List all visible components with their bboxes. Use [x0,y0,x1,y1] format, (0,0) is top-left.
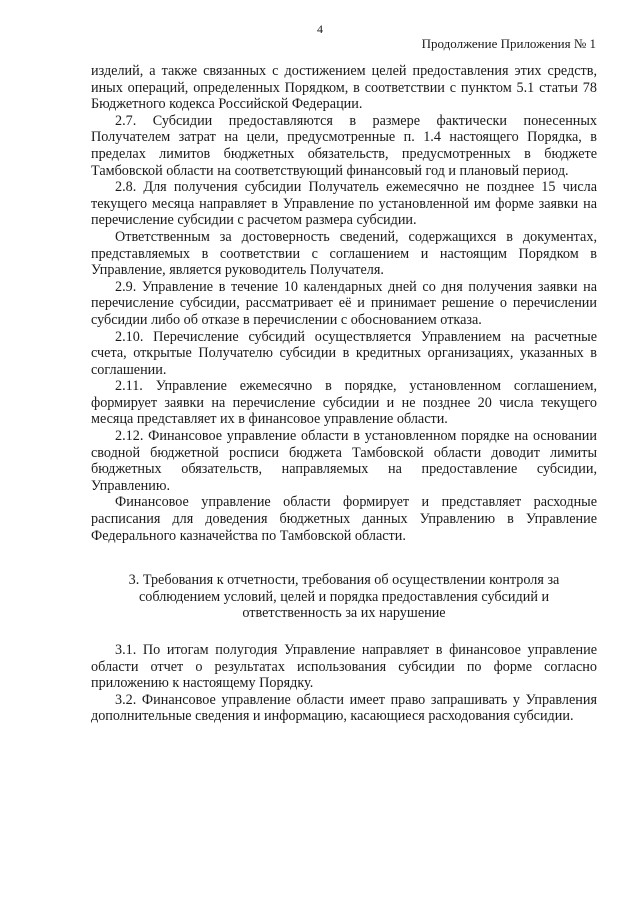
paragraph-3-2: 3.2. Финансовое управление области имеет право запрашивать у Управления дополнительные сведения и информацию, касающиеся расходования субсидии. [91,691,597,725]
paragraph-2-12: 2.12. Финансовое управление области в установленном порядке на основании сводной бюджетной росписи бюджета Тамбовской области доводит лимиты бюджетных обязательств, направляемых на предоставление субсидии, Управлению. [91,428,597,494]
paragraph-2-8: 2.8. Для получения субсидии Получатель ежемесячно не позднее 15 числа текущего месяца направляет в Управление по установленной им форме заявки на перечисление субсидии с расчетом размера субсидии. [91,179,597,229]
appendix-continuation-label: Продолжение Приложения № 1 [421,36,596,51]
paragraph-2-11: 2.11. Управление ежемесячно в порядке, установленном соглашением, формирует заявки на перечисление субсидии и не позднее 20 числа текущего месяца представляет их в финансовое управление области. [91,378,597,428]
page-number: 4 [317,22,323,36]
paragraph-financial-schedules: Финансовое управление области формирует и представляет расходные расписания для доведения бюджетных данных Управлению в Управление Федерального казначейства по Тамбовской области. [91,494,597,544]
section-3-heading: 3. Требования к отчетности, требования об осуществлении контроля за соблюдением условий, целей и порядка предоставления субсидий и ответственность за их нарушение [128,572,560,622]
paragraph-continued: изделий, а также связанных с достижением целей предоставления этих средств, иных операций, определенных Порядком, в соответствии с пунктом 5.1 статьи 78 Бюджетного кодекса Российской Федерации. [91,63,597,113]
paragraph-2-7: 2.7. Субсидии предоставляются в размере фактически понесенных Получателем затрат на цели, предусмотренные п. 1.4 настоящего Порядка, в пределах лимитов бюджетных обязательств, предусмотренных в бюджете Тамбовской области на соответствующий финансовый год и плановый период. [91,112,597,179]
paragraph-2-9: 2.9. Управление в течение 10 календарных дней со дня получения заявки на перечисление субсидии, рассматривает её и принимает решение о перечислении субсидии либо об отказе в перечислении с обоснованием отказа. [91,278,597,328]
paragraph-3-1: 3.1. По итогам полугодия Управление направляет в финансовое управление области отчет о результатах использования субсидии по форме согласно приложению к настоящему Порядку. [91,642,597,692]
document-body [91,63,597,725]
paragraph-2-10: 2.10. Перечисление субсидий осуществляется Управлением на расчетные счета, открытые Получателю субсидии в кредитных организациях, указанных в соглашении. [91,328,597,378]
paragraph-responsibility: Ответственным за достоверность сведений, содержащихся в документах, представляемых в соответствии с соглашением и настоящим Порядком в Управление, является руководитель Получателя. [91,228,597,279]
